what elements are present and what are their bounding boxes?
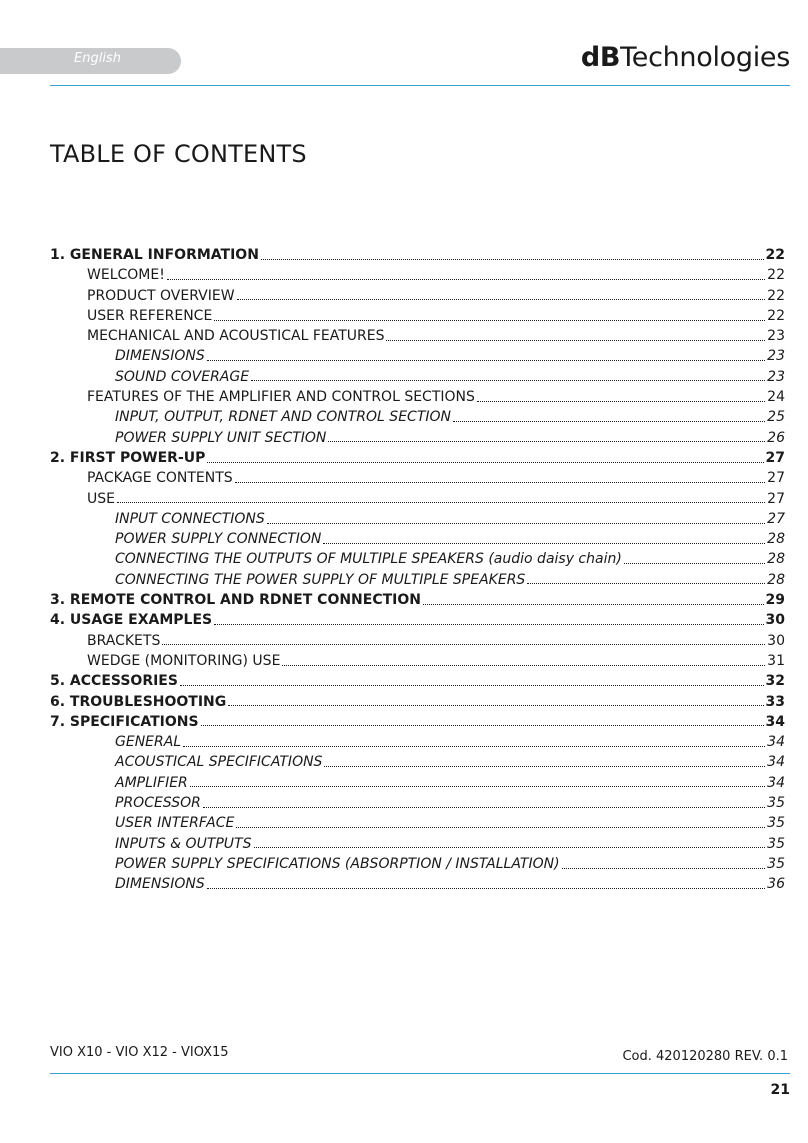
toc-entry-title: INPUT CONNECTIONS (115, 510, 265, 527)
toc-entry-page: 36 (767, 876, 785, 893)
toc-entry[interactable] (50, 813, 785, 833)
toc-entry-page: 28 (767, 571, 785, 588)
toc-entry-page: 27 (767, 470, 785, 487)
toc-entry-page: 28 (767, 531, 785, 548)
toc-entry-page: 33 (765, 693, 785, 710)
toc-entry[interactable] (50, 286, 785, 306)
toc-entry-title: INPUT, OUTPUT, RDNET AND CONTROL SECTION (115, 409, 451, 426)
toc-leader-dots (228, 705, 763, 706)
toc-leader-dots (180, 685, 764, 686)
footer-divider (50, 1073, 790, 1074)
toc-entry[interactable] (50, 631, 785, 651)
toc-entry-title: PRODUCT OVERVIEW (87, 287, 235, 304)
toc-entry[interactable] (50, 874, 785, 894)
toc-leader-dots (235, 482, 766, 483)
language-tab (0, 48, 181, 74)
toc-entry[interactable] (50, 387, 785, 407)
toc-leader-dots (386, 340, 765, 341)
header-divider (50, 85, 790, 86)
toc-entry-page: 35 (767, 855, 785, 872)
toc-entry-title: BRACKETS (87, 632, 161, 649)
toc-entry-page: 34 (767, 754, 785, 771)
toc-entry-page: 22 (767, 307, 785, 324)
toc-leader-dots (207, 360, 765, 361)
toc-leader-dots (254, 847, 766, 848)
toc-entry-page: 25 (767, 409, 785, 426)
toc-entry-page: 30 (765, 612, 785, 629)
toc-entry-page: 22 (767, 267, 785, 284)
toc-entry-title: CONNECTING THE POWER SUPPLY OF MULTIPLE SPEAKERS (115, 571, 526, 588)
toc-entry[interactable] (50, 549, 785, 569)
toc-entry[interactable] (50, 712, 785, 732)
toc-entry[interactable] (50, 448, 785, 468)
toc-entry-title: AMPLIFIER (115, 774, 188, 791)
brand-logo (581, 42, 790, 73)
toc-entry[interactable] (50, 265, 785, 285)
toc-entry-title: 1. GENERAL INFORMATION (50, 247, 259, 263)
toc-entry-title: 4. USAGE EXAMPLES (50, 612, 213, 629)
toc-entry[interactable] (50, 367, 785, 387)
toc-leader-dots (167, 279, 765, 280)
toc-entry[interactable] (50, 590, 785, 610)
toc-entry-title: MECHANICAL AND ACOUSTICAL FEATURES (87, 328, 385, 345)
toc-entry-title: PACKAGE CONTENTS (87, 470, 233, 487)
toc-entry-page: 35 (767, 835, 785, 852)
toc-entry-title: DIMENSIONS (115, 876, 205, 893)
toc-leader-dots (203, 807, 765, 808)
toc-leader-dots (117, 502, 765, 503)
toc-entry-page: 35 (767, 795, 785, 812)
toc-leader-dots (323, 543, 765, 544)
toc-leader-dots (190, 786, 765, 787)
toc-entry-page: 34 (765, 713, 785, 730)
toc-entry[interactable] (50, 773, 785, 793)
toc-entry-title: WEDGE (MONITORING) USE (87, 652, 281, 669)
toc-leader-dots (236, 827, 765, 828)
page-title: TABLE OF CONTENTS (50, 140, 307, 168)
toc-entry-page: 27 (767, 510, 785, 527)
toc-leader-dots (453, 421, 765, 422)
brand-logo-bold: dB (580, 42, 621, 73)
toc-entry-title: SOUND COVERAGE (115, 368, 250, 385)
toc-leader-dots (183, 746, 765, 747)
toc-entry[interactable] (50, 570, 785, 590)
toc-entry-page: 26 (767, 429, 785, 446)
toc-entry[interactable] (50, 468, 785, 488)
toc-leader-dots (261, 259, 764, 260)
table-of-contents (50, 245, 785, 895)
toc-entry-page: 23 (767, 348, 785, 365)
language-label: English (74, 51, 121, 66)
toc-entry-title: POWER SUPPLY CONNECTION (115, 531, 322, 548)
footer-models: VIO X10 - VIO X12 - VIOX15 (50, 1045, 229, 1060)
toc-entry[interactable] (50, 793, 785, 813)
toc-entry-page: 29 (765, 592, 785, 609)
toc-entry-title: GENERAL (115, 734, 182, 751)
toc-entry-title: CONNECTING THE OUTPUTS OF MULTIPLE SPEAKERS (audio daisy chain) (115, 551, 622, 568)
toc-entry[interactable] (50, 245, 785, 265)
toc-entry-title: 5. ACCESSORIES (50, 673, 178, 690)
toc-entry[interactable] (50, 489, 785, 509)
toc-entry-title: POWER SUPPLY SPECIFICATIONS (ABSORPTION / INSTALLATION) (115, 855, 560, 872)
toc-entry-page: 31 (767, 652, 785, 669)
toc-entry[interactable] (50, 732, 785, 752)
toc-entry-title: WELCOME! (87, 267, 165, 284)
toc-leader-dots (251, 380, 765, 381)
toc-entry-title: 7. SPECIFICATIONS (50, 713, 199, 730)
toc-entry-page: 30 (767, 632, 785, 649)
toc-leader-dots (237, 299, 766, 300)
toc-entry-title: INPUTS & OUTPUTS (115, 835, 252, 852)
toc-leader-dots (423, 604, 764, 605)
toc-entry-page: 22 (767, 287, 785, 304)
toc-entry-page: 23 (767, 328, 785, 345)
toc-entry[interactable] (50, 529, 785, 549)
footer-code: Cod. 420120280 REV. 0.1 (622, 1049, 788, 1064)
toc-entry[interactable] (50, 692, 785, 712)
toc-leader-dots (527, 583, 765, 584)
page-number: 21 (770, 1082, 790, 1098)
toc-entry[interactable] (50, 509, 785, 529)
toc-entry-title: DIMENSIONS (115, 348, 205, 365)
toc-entry-page: 22 (765, 247, 785, 263)
toc-entry-page: 24 (767, 389, 785, 406)
toc-entry-title: 2. FIRST POWER-UP (50, 449, 206, 466)
toc-entry-page: 27 (765, 449, 785, 466)
toc-entry-title: 6. TROUBLESHOOTING (50, 693, 227, 710)
toc-entry[interactable] (50, 834, 785, 854)
toc-entry[interactable] (50, 346, 785, 366)
toc-entry-title: USER REFERENCE (87, 307, 213, 324)
toc-entry-page: 32 (765, 673, 785, 690)
toc-entry[interactable] (50, 610, 785, 630)
toc-entry-page: 34 (767, 774, 785, 791)
toc-entry[interactable] (50, 671, 785, 691)
toc-leader-dots (624, 563, 765, 564)
toc-entry-page: 27 (767, 490, 785, 507)
toc-entry[interactable] (50, 306, 785, 326)
toc-entry[interactable] (50, 326, 785, 346)
toc-leader-dots (267, 523, 765, 524)
brand-logo-rest: Technologies (620, 42, 790, 73)
toc-entry[interactable] (50, 407, 785, 427)
toc-entry[interactable] (50, 854, 785, 874)
toc-entry-title: POWER SUPPLY UNIT SECTION (115, 429, 327, 446)
toc-entry-title: ACOUSTICAL SPECIFICATIONS (115, 754, 323, 771)
toc-entry-title: 3. REMOTE CONTROL AND RDNET CONNECTION (50, 592, 421, 609)
toc-leader-dots (162, 644, 765, 645)
toc-entry-title: FEATURES OF THE AMPLIFIER AND CONTROL SECTIONS (87, 389, 475, 406)
toc-leader-dots (328, 441, 765, 442)
toc-leader-dots (207, 462, 763, 463)
toc-leader-dots (207, 888, 765, 889)
toc-leader-dots (324, 766, 765, 767)
toc-leader-dots (214, 624, 763, 625)
toc-leader-dots (477, 401, 765, 402)
toc-entry-page: 35 (767, 815, 785, 832)
toc-entry[interactable] (50, 752, 785, 772)
toc-entry[interactable] (50, 651, 785, 671)
toc-leader-dots (214, 320, 765, 321)
toc-entry-page: 23 (767, 368, 785, 385)
toc-entry-title: PROCESSOR (115, 795, 201, 812)
toc-entry[interactable] (50, 428, 785, 448)
toc-leader-dots (201, 725, 764, 726)
toc-leader-dots (282, 665, 765, 666)
toc-entry-title: USE (87, 490, 115, 507)
toc-entry-title: USER INTERFACE (115, 815, 235, 832)
toc-leader-dots (562, 868, 766, 869)
toc-entry-page: 28 (767, 551, 785, 568)
toc-entry-page: 34 (767, 734, 785, 751)
